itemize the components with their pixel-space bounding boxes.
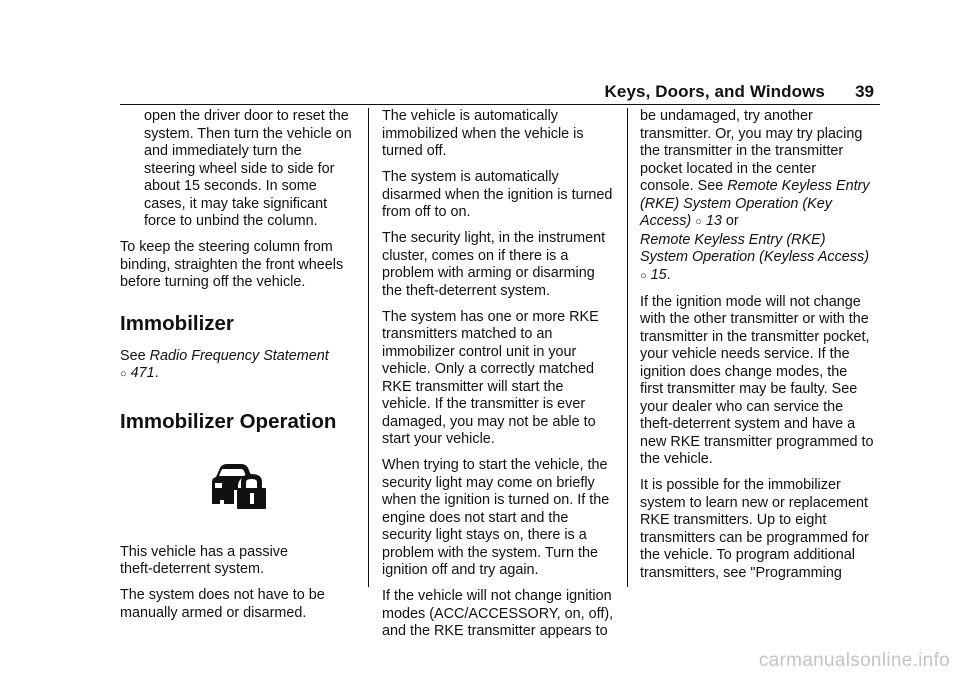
running-header <box>120 80 880 105</box>
immobilizer-see-paragraph: See Radio Frequency Statement ○ 471. <box>120 347 329 381</box>
ignition-modes-paragraph: If the vehicle will not change ignition modes (ACC/ACCESSORY, on, off), and the RKE transmitter appears to <box>382 588 614 639</box>
radio-frequency-page[interactable]: 471 <box>130 365 155 381</box>
auto-disarmed-paragraph: The system is automatically disarmed when the ignition is turned from off to on. <box>382 169 613 220</box>
watermark: carmanualsonline.info <box>758 650 950 671</box>
rke-key-access-link[interactable]: Remote Keyless Entry (RKE) System Operation (Key Access) <box>640 178 870 229</box>
auto-immobilized-paragraph: The vehicle is automatically immobilized when the vehicle is turned off. <box>382 108 584 159</box>
learn-transmitters-paragraph: It is possible for the immobilizer system to learn new or replacement RKE transmitters. Up to eight transmitters can be programmed for the vehicle. To program additional transmitters, see "Programming <box>640 477 869 581</box>
security-lock-icon <box>208 460 270 512</box>
reset-steps-continued: open the driver door to reset the system. Then turn the vehicle on and immediately turn the steering wheel side to side for about 15 seconds. In some cases, it may take significant force to unbind the column. <box>144 108 352 229</box>
passive-system-paragraph: This vehicle has a passive theft-deterrent system. <box>120 543 288 577</box>
page-ref-arrow-icon: ○ <box>695 216 702 228</box>
transmitter-undamaged-paragraph: be undamaged, try another transmitter. Or, you may try placing the transmitter in the transmitter pocket located in the center console. See Remote Keyless Entry (RKE) System Operation (Key Access) ○ 13 or Remote Keyless Entry (RKE) System Operation (Keyless Access) ○ 15. <box>640 108 870 283</box>
column-divider-2 <box>627 108 628 587</box>
rke-transmitters-paragraph: The system has one or more RKE transmitters matched to an immobilizer control unit in your vehicle. Only a correctly matched RKE transmitter will start the vehicle. If the transmitter is ever damaged, you may not be able to start your vehicle. <box>382 308 599 447</box>
column-divider-1 <box>368 108 369 587</box>
column-2 <box>382 108 618 649</box>
immobilizer-heading: Immobilizer <box>120 311 234 335</box>
security-light-paragraph: The security light, in the instrument cluster, comes on if there is a problem with arming or disarming the theft-deterrent system. <box>382 230 606 299</box>
radio-frequency-link[interactable]: Radio Frequency Statement <box>149 347 329 364</box>
steering-column-paragraph: To keep the steering column from binding, straighten the front wheels before turning off the vehicle. <box>120 239 344 290</box>
rke-keyless-access-link[interactable]: Remote Keyless Entry (RKE) System Operation (Keyless Access) <box>640 231 869 265</box>
page-ref-arrow-icon: ○ <box>120 368 127 380</box>
rke-key-access-page[interactable]: 13 <box>705 213 722 229</box>
page-ref-arrow-icon: ○ <box>640 269 647 282</box>
manual-arming-paragraph: The system does not have to be manually armed or disarmed. <box>120 587 325 621</box>
column-3 <box>640 108 880 591</box>
ignition-no-change-paragraph: If the ignition mode will not change with the other transmitter or with the transmitter in the transmitter pocket, your vehicle needs service. If the ignition does change modes, the first transmitter may be faulty. See your dealer who can service the theft-deterrent system and have a new RKE transmitter programmed to the vehicle. <box>640 293 874 467</box>
immobilizer-operation-heading: Immobilizer Operation <box>120 409 337 433</box>
security-lock-icon-wrapper <box>120 446 360 530</box>
page-number: 39 <box>855 82 874 101</box>
section-title: Keys, Doors, and Windows <box>604 82 825 101</box>
rke-keyless-access-page[interactable]: 15 <box>650 266 667 283</box>
column-1 <box>120 108 360 631</box>
starting-vehicle-paragraph: When trying to start the vehicle, the security light may come on briefly when the ignition is turned on. If the engine does not start and the security light stays on, there is a problem with the system. Turn the ignition off and try again. <box>382 457 610 578</box>
